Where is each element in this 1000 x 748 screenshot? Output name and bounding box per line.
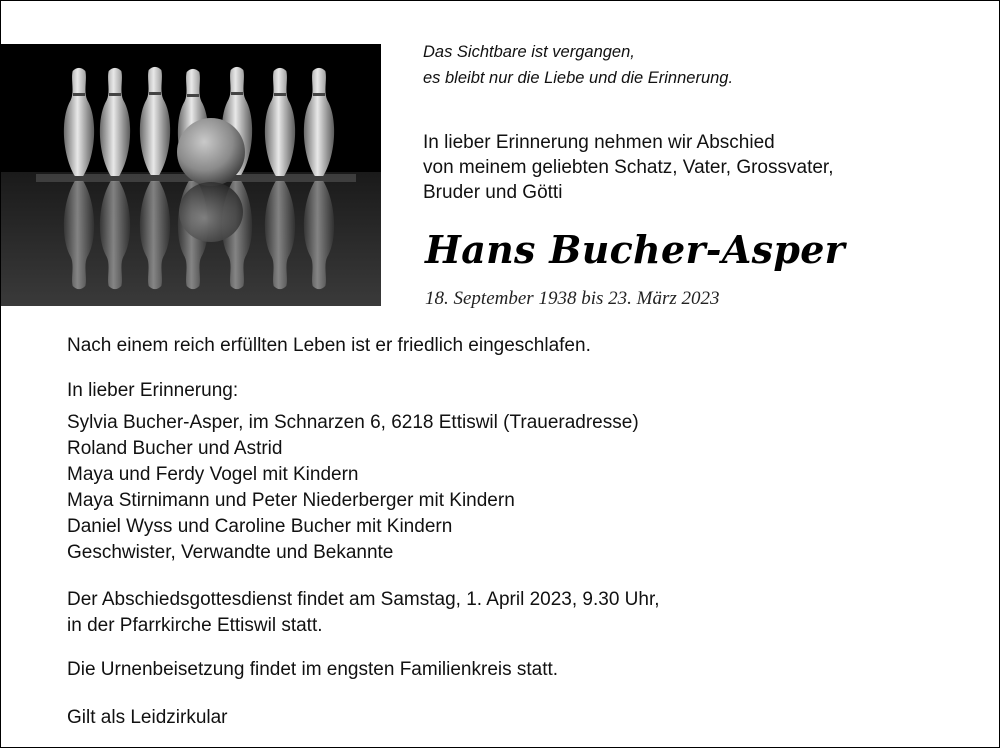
circular-note: Gilt als Leidzirkular [67,707,228,728]
pin-stripe [274,93,286,96]
pin-stripe [149,92,161,95]
pin-stripe [231,92,243,95]
intro-line-2: von meinem geliebten Schatz, Vater, Grossvater, [423,157,834,178]
service-line-2: in der Pfarrkirche Ettiswil statt. [67,615,323,636]
motto-line-1: Das Sichtbare ist vergangen, [423,43,635,61]
bowling-photo [1,44,381,306]
mourner-item: Roland Bucher und Astrid [67,438,283,459]
pin-stripe [73,93,85,96]
mourner-item: Geschwister, Verwandte und Bekannte [67,542,394,563]
mourner-item: Maya Stirnimann und Peter Niederberger mit Kindern [67,490,515,511]
pin-stripe [109,93,121,96]
pin-stripe [187,94,199,97]
mourner-item: Sylvia Bucher-Asper, im Schnarzen 6, 6218 Ettiswil (Traueradresse) [67,412,639,433]
service-text [67,587,660,639]
mourner-item: Maya und Ferdy Vogel mit Kindern [67,464,359,485]
mourners-list [67,410,639,566]
life-dates: 18. September 1938 bis 23. März 2023 [425,288,720,309]
intro-line-3: Bruder und Götti [423,182,563,203]
deceased-name: Hans Bucher-Asper [425,227,846,272]
urn-note: Die Urnenbeisetzung findet im engsten Familienkreis statt. [67,659,559,680]
intro-line-1: In lieber Erinnerung nehmen wir Abschied [423,132,775,153]
mourner-item: Daniel Wyss und Caroline Bucher mit Kindern [67,516,453,537]
mourners-heading: In lieber Erinnerung: [67,380,239,401]
bowling-pins-image [1,44,381,306]
intro-text [423,130,833,205]
farewell-text: Nach einem reich erfüllten Leben ist er friedlich eingeschlafen. [67,335,591,356]
motto-line-2: es bleibt nur die Liebe und die Erinnerung. [423,69,734,87]
service-line-1: Der Abschiedsgottesdienst findet am Samstag, 1. April 2023, 9.30 Uhr, [67,589,660,610]
pin-stripe [313,93,325,96]
motto [423,39,733,91]
